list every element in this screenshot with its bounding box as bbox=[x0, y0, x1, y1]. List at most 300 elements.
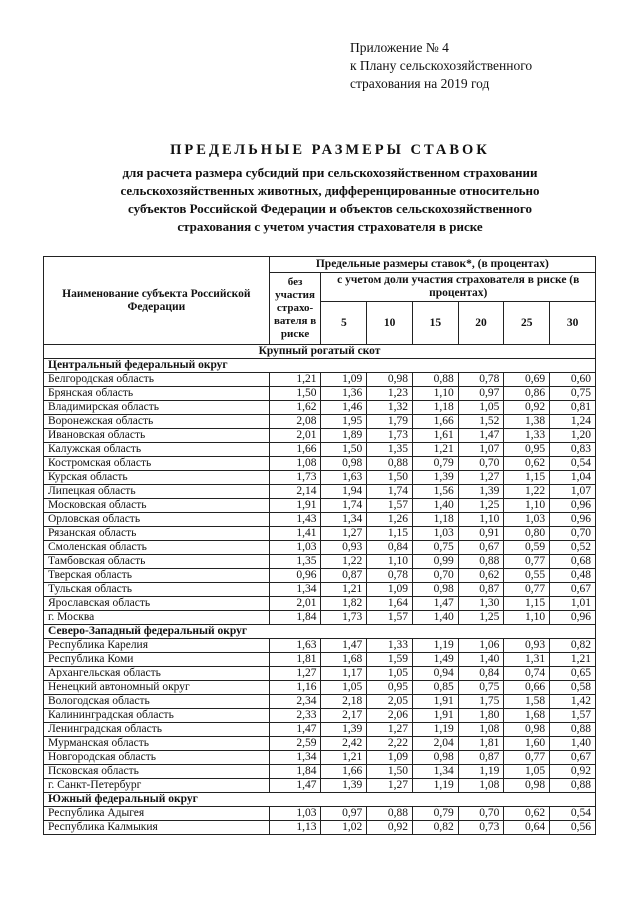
rate-cell: 1,32 bbox=[367, 401, 413, 415]
region-name-cell: Республика Калмыкия bbox=[44, 821, 270, 835]
rate-cell: 0,67 bbox=[550, 751, 596, 765]
rate-cell: 0,54 bbox=[550, 457, 596, 471]
rate-cell: 0,75 bbox=[550, 387, 596, 401]
district-header: Северо-Западный федеральный округ bbox=[44, 625, 596, 639]
rate-cell: 1,56 bbox=[412, 485, 458, 499]
region-name-cell: Мурманская область bbox=[44, 737, 270, 751]
rate-cell: 0,96 bbox=[550, 513, 596, 527]
rate-cell: 1,41 bbox=[269, 527, 321, 541]
rate-cell: 0,87 bbox=[458, 751, 504, 765]
rate-cell: 0,79 bbox=[412, 807, 458, 821]
section-title: Крупный рогатый скот bbox=[44, 345, 596, 359]
rate-cell: 0,67 bbox=[550, 583, 596, 597]
document-subtitle bbox=[50, 164, 610, 236]
region-name-cell: Ярославская область bbox=[44, 597, 270, 611]
rate-cell: 1,47 bbox=[321, 639, 367, 653]
table-row bbox=[44, 597, 596, 611]
rate-cell: 0,92 bbox=[367, 821, 413, 835]
rate-cell: 0,69 bbox=[504, 373, 550, 387]
rate-cell: 1,63 bbox=[321, 471, 367, 485]
table-row bbox=[44, 541, 596, 555]
table-row bbox=[44, 569, 596, 583]
rate-cell: 0,70 bbox=[550, 527, 596, 541]
rate-cell: 1,33 bbox=[504, 429, 550, 443]
rate-cell: 1,03 bbox=[504, 513, 550, 527]
rate-cell: 1,47 bbox=[269, 723, 321, 737]
region-name-cell: Белгородская область bbox=[44, 373, 270, 387]
rate-cell: 1,07 bbox=[550, 485, 596, 499]
rate-cell: 1,15 bbox=[504, 471, 550, 485]
rate-cell: 1,74 bbox=[321, 499, 367, 513]
subtitle-line-2: сельскохозяйственных животных, дифференцированные относительно bbox=[120, 183, 540, 198]
rate-cell: 1,10 bbox=[504, 499, 550, 513]
rate-cell: 1,27 bbox=[367, 779, 413, 793]
table-row bbox=[44, 387, 596, 401]
rate-cell: 0,96 bbox=[550, 611, 596, 625]
rate-cell: 1,10 bbox=[367, 555, 413, 569]
rate-cell: 1,68 bbox=[504, 709, 550, 723]
rate-cell: 0,86 bbox=[504, 387, 550, 401]
rate-cell: 1,81 bbox=[269, 653, 321, 667]
rate-cell: 1,06 bbox=[458, 639, 504, 653]
rate-cell: 0,55 bbox=[504, 569, 550, 583]
rate-cell: 0,87 bbox=[321, 569, 367, 583]
table-row bbox=[44, 639, 596, 653]
table-row bbox=[44, 401, 596, 415]
region-name-cell: Тамбовская область bbox=[44, 555, 270, 569]
rate-cell: 0,88 bbox=[458, 555, 504, 569]
table-row bbox=[44, 765, 596, 779]
rate-cell: 0,94 bbox=[412, 667, 458, 681]
rate-cell: 1,40 bbox=[412, 499, 458, 513]
rate-cell: 0,75 bbox=[412, 541, 458, 555]
rate-cell: 0,98 bbox=[504, 779, 550, 793]
rate-cell: 0,79 bbox=[412, 457, 458, 471]
percent-col-header: 25 bbox=[504, 302, 550, 345]
region-name-cell: Брянская область bbox=[44, 387, 270, 401]
rate-cell: 1,43 bbox=[269, 513, 321, 527]
rate-cell: 0,70 bbox=[412, 569, 458, 583]
rate-cell: 1,39 bbox=[321, 779, 367, 793]
rate-cell: 1,34 bbox=[321, 513, 367, 527]
rate-cell: 1,27 bbox=[458, 471, 504, 485]
rate-cell: 2,01 bbox=[269, 597, 321, 611]
rate-cell: 1,34 bbox=[269, 751, 321, 765]
rate-cell: 1,57 bbox=[550, 709, 596, 723]
region-name-cell: Архангельская область bbox=[44, 667, 270, 681]
percent-col-header: 15 bbox=[412, 302, 458, 345]
rate-cell: 1,42 bbox=[550, 695, 596, 709]
table-row bbox=[44, 583, 596, 597]
rate-cell: 1,08 bbox=[269, 457, 321, 471]
rates-header: Предельные размеры ставок*, (в процентах) bbox=[269, 257, 595, 273]
rate-cell: 1,73 bbox=[269, 471, 321, 485]
table-row bbox=[44, 807, 596, 821]
rate-cell: 1,10 bbox=[458, 513, 504, 527]
rate-cell: 1,05 bbox=[367, 667, 413, 681]
region-name-cell: Республика Коми bbox=[44, 653, 270, 667]
appendix-block bbox=[350, 39, 610, 93]
table-row bbox=[44, 709, 596, 723]
percent-col-header: 10 bbox=[367, 302, 413, 345]
rate-cell: 1,66 bbox=[269, 443, 321, 457]
rate-cell: 1,66 bbox=[412, 415, 458, 429]
table-row bbox=[44, 443, 596, 457]
rate-cell: 1,73 bbox=[367, 429, 413, 443]
rate-cell: 1,21 bbox=[550, 653, 596, 667]
rate-cell: 1,81 bbox=[458, 737, 504, 751]
region-name-cell: Липецкая область bbox=[44, 485, 270, 499]
rate-cell: 1,94 bbox=[321, 485, 367, 499]
rate-cell: 2,34 bbox=[269, 695, 321, 709]
rate-cell: 1,09 bbox=[367, 751, 413, 765]
rate-cell: 1,21 bbox=[321, 583, 367, 597]
rate-cell: 1,89 bbox=[321, 429, 367, 443]
rate-cell: 1,74 bbox=[367, 485, 413, 499]
rate-cell: 1,18 bbox=[412, 513, 458, 527]
table-row bbox=[44, 471, 596, 485]
rate-cell: 1,31 bbox=[504, 653, 550, 667]
rate-cell: 1,04 bbox=[550, 471, 596, 485]
region-name-cell: Калининградская область bbox=[44, 709, 270, 723]
rate-cell: 1,19 bbox=[412, 723, 458, 737]
rate-cell: 1,16 bbox=[269, 681, 321, 695]
rate-cell: 0,98 bbox=[367, 373, 413, 387]
with-participation-header: с учетом доли участия страхователя в риске (в процентах) bbox=[321, 273, 596, 302]
rate-cell: 0,98 bbox=[504, 723, 550, 737]
rate-cell: 0,98 bbox=[412, 751, 458, 765]
rate-cell: 1,03 bbox=[412, 527, 458, 541]
rate-cell: 1,10 bbox=[412, 387, 458, 401]
rate-cell: 1,61 bbox=[412, 429, 458, 443]
table-row bbox=[44, 821, 596, 835]
region-name-cell: Смоленская область bbox=[44, 541, 270, 555]
rate-cell: 1,84 bbox=[269, 611, 321, 625]
rate-cell: 1,68 bbox=[321, 653, 367, 667]
percent-col-header: 20 bbox=[458, 302, 504, 345]
rate-cell: 1,35 bbox=[269, 555, 321, 569]
rate-cell: 1,21 bbox=[321, 751, 367, 765]
table-row bbox=[44, 681, 596, 695]
rate-cell: 0,77 bbox=[504, 583, 550, 597]
district-header: Южный федеральный округ bbox=[44, 793, 596, 807]
rate-cell: 1,05 bbox=[321, 681, 367, 695]
rate-cell: 0,81 bbox=[550, 401, 596, 415]
rate-cell: 2,04 bbox=[412, 737, 458, 751]
rate-cell: 1,39 bbox=[321, 723, 367, 737]
rate-cell: 1,21 bbox=[412, 443, 458, 457]
rate-cell: 0,78 bbox=[367, 569, 413, 583]
rate-cell: 1,19 bbox=[412, 639, 458, 653]
table-row bbox=[44, 373, 596, 387]
rate-cell: 0,59 bbox=[504, 541, 550, 555]
rate-cell: 1,39 bbox=[458, 485, 504, 499]
document-title: ПРЕДЕЛЬНЫЕ РАЗМЕРЫ СТАВОК bbox=[170, 142, 490, 158]
subtitle-line-3: субъектов Российской Федерации и объектов сельскохозяйственного bbox=[128, 201, 532, 216]
table-row bbox=[44, 415, 596, 429]
rate-cell: 1,05 bbox=[458, 401, 504, 415]
rate-cell: 2,05 bbox=[367, 695, 413, 709]
rate-cell: 0,97 bbox=[321, 807, 367, 821]
rate-cell: 0,66 bbox=[504, 681, 550, 695]
rate-cell: 1,50 bbox=[321, 443, 367, 457]
region-name-cell: Ленинградская область bbox=[44, 723, 270, 737]
percent-col-header: 30 bbox=[550, 302, 596, 345]
rate-cell: 1,40 bbox=[550, 737, 596, 751]
rate-cell: 1,10 bbox=[504, 611, 550, 625]
rate-cell: 1,27 bbox=[367, 723, 413, 737]
rate-cell: 0,65 bbox=[550, 667, 596, 681]
rate-cell: 1,91 bbox=[412, 709, 458, 723]
region-name-cell: Ненецкий автономный округ bbox=[44, 681, 270, 695]
rate-cell: 1,40 bbox=[412, 611, 458, 625]
rate-cell: 1,80 bbox=[458, 709, 504, 723]
rate-cell: 0,80 bbox=[504, 527, 550, 541]
rate-cell: 1,09 bbox=[367, 583, 413, 597]
region-name-cell: Тверская область bbox=[44, 569, 270, 583]
rate-cell: 0,87 bbox=[458, 583, 504, 597]
rate-cell: 0,88 bbox=[550, 723, 596, 737]
rate-cell: 1,20 bbox=[550, 429, 596, 443]
rate-cell: 1,24 bbox=[550, 415, 596, 429]
table-row bbox=[44, 751, 596, 765]
region-name-cell: Московская область bbox=[44, 499, 270, 513]
appendix-line-1: Приложение № 4 bbox=[350, 40, 449, 55]
rate-cell: 1,27 bbox=[269, 667, 321, 681]
percent-col-header: 5 bbox=[321, 302, 367, 345]
rate-cell: 0,92 bbox=[550, 765, 596, 779]
rate-cell: 1,13 bbox=[269, 821, 321, 835]
region-name-cell: Рязанская область bbox=[44, 527, 270, 541]
rate-cell: 1,47 bbox=[412, 597, 458, 611]
rate-cell: 1,18 bbox=[412, 401, 458, 415]
rate-cell: 1,62 bbox=[269, 401, 321, 415]
rate-cell: 1,46 bbox=[321, 401, 367, 415]
rate-cell: 1,08 bbox=[458, 723, 504, 737]
rate-cell: 1,17 bbox=[321, 667, 367, 681]
region-name-cell: Новгородская область bbox=[44, 751, 270, 765]
rate-cell: 0,92 bbox=[504, 401, 550, 415]
rate-cell: 1,50 bbox=[269, 387, 321, 401]
rate-cell: 1,03 bbox=[269, 541, 321, 555]
rate-cell: 0,98 bbox=[412, 583, 458, 597]
rate-cell: 0,88 bbox=[367, 807, 413, 821]
region-name-cell: Калужская область bbox=[44, 443, 270, 457]
rate-cell: 2,33 bbox=[269, 709, 321, 723]
table-row bbox=[44, 499, 596, 513]
rate-cell: 1,60 bbox=[504, 737, 550, 751]
rate-cell: 0,78 bbox=[458, 373, 504, 387]
rate-cell: 1,15 bbox=[504, 597, 550, 611]
region-name-cell: Тульская область bbox=[44, 583, 270, 597]
rate-cell: 0,96 bbox=[550, 499, 596, 513]
table-row bbox=[44, 723, 596, 737]
rate-cell: 1,22 bbox=[504, 485, 550, 499]
rate-cell: 1,03 bbox=[269, 807, 321, 821]
subtitle-line-1: для расчета размера субсидий при сельскохозяйственном страховании bbox=[122, 165, 538, 180]
rate-cell: 0,82 bbox=[412, 821, 458, 835]
rate-cell: 2,59 bbox=[269, 737, 321, 751]
rate-cell: 0,62 bbox=[504, 457, 550, 471]
rate-cell: 1,34 bbox=[412, 765, 458, 779]
rate-cell: 0,54 bbox=[550, 807, 596, 821]
rate-cell: 0,77 bbox=[504, 751, 550, 765]
rate-cell: 0,52 bbox=[550, 541, 596, 555]
table-row bbox=[44, 695, 596, 709]
rate-cell: 0,96 bbox=[269, 569, 321, 583]
subtitle-line-4: страхования с учетом участия страхователя в риске bbox=[177, 219, 483, 234]
rate-cell: 1,08 bbox=[458, 779, 504, 793]
appendix-line-2: к Плану сельскохозяйственного bbox=[350, 58, 533, 73]
rate-cell: 2,42 bbox=[321, 737, 367, 751]
rate-cell: 0,99 bbox=[412, 555, 458, 569]
rate-cell: 1,19 bbox=[412, 779, 458, 793]
region-name-cell: Воронежская область bbox=[44, 415, 270, 429]
rate-cell: 1,84 bbox=[269, 765, 321, 779]
rate-cell: 0,68 bbox=[550, 555, 596, 569]
rate-cell: 0,95 bbox=[367, 681, 413, 695]
rate-cell: 1,91 bbox=[412, 695, 458, 709]
rate-cell: 1,91 bbox=[269, 499, 321, 513]
rate-cell: 0,70 bbox=[458, 457, 504, 471]
table-row bbox=[44, 485, 596, 499]
rate-cell: 0,82 bbox=[550, 639, 596, 653]
region-name-cell: Костромская область bbox=[44, 457, 270, 471]
region-name-cell: Ивановская область bbox=[44, 429, 270, 443]
rate-cell: 1,66 bbox=[321, 765, 367, 779]
rate-cell: 1,21 bbox=[269, 373, 321, 387]
region-name-cell: Орловская область bbox=[44, 513, 270, 527]
rate-cell: 1,25 bbox=[458, 499, 504, 513]
rates-table bbox=[43, 256, 596, 835]
table-row bbox=[44, 653, 596, 667]
rate-cell: 0,56 bbox=[550, 821, 596, 835]
rate-cell: 1,73 bbox=[321, 611, 367, 625]
no-participation-header: без участия страхо-вателя в риске bbox=[269, 273, 321, 345]
rate-cell: 0,84 bbox=[458, 667, 504, 681]
rate-cell: 1,49 bbox=[412, 653, 458, 667]
rate-cell: 0,93 bbox=[321, 541, 367, 555]
rate-cell: 0,88 bbox=[367, 457, 413, 471]
table-row bbox=[44, 667, 596, 681]
rate-cell: 0,60 bbox=[550, 373, 596, 387]
rate-cell: 2,01 bbox=[269, 429, 321, 443]
region-name-cell: г. Санкт-Петербург bbox=[44, 779, 270, 793]
appendix-line-3: страхования на 2019 год bbox=[350, 76, 490, 91]
table-row bbox=[44, 457, 596, 471]
table-row bbox=[44, 611, 596, 625]
rate-cell: 1,47 bbox=[458, 429, 504, 443]
table-row bbox=[44, 737, 596, 751]
rate-cell: 2,22 bbox=[367, 737, 413, 751]
rate-cell: 0,70 bbox=[458, 807, 504, 821]
rate-cell: 1,75 bbox=[458, 695, 504, 709]
rate-cell: 1,58 bbox=[504, 695, 550, 709]
rate-cell: 0,62 bbox=[504, 807, 550, 821]
rate-cell: 0,88 bbox=[550, 779, 596, 793]
region-name-header: Наименование субъекта Российской Федерации bbox=[44, 257, 270, 345]
rate-cell: 0,73 bbox=[458, 821, 504, 835]
rate-cell: 0,84 bbox=[367, 541, 413, 555]
rate-cell: 1,63 bbox=[269, 639, 321, 653]
rate-cell: 0,58 bbox=[550, 681, 596, 695]
rate-cell: 1,59 bbox=[367, 653, 413, 667]
table-row bbox=[44, 429, 596, 443]
rate-cell: 1,50 bbox=[367, 471, 413, 485]
rate-cell: 1,95 bbox=[321, 415, 367, 429]
rate-cell: 1,30 bbox=[458, 597, 504, 611]
rate-cell: 0,75 bbox=[458, 681, 504, 695]
region-name-cell: Псковская область bbox=[44, 765, 270, 779]
region-name-cell: Владимирская область bbox=[44, 401, 270, 415]
rate-cell: 0,93 bbox=[504, 639, 550, 653]
rate-cell: 1,09 bbox=[321, 373, 367, 387]
rate-cell: 0,77 bbox=[504, 555, 550, 569]
table-row bbox=[44, 555, 596, 569]
rate-cell: 1,05 bbox=[504, 765, 550, 779]
rate-cell: 1,82 bbox=[321, 597, 367, 611]
rate-cell: 1,35 bbox=[367, 443, 413, 457]
rate-cell: 1,36 bbox=[321, 387, 367, 401]
rates-body bbox=[44, 345, 596, 835]
region-name-cell: Республика Адыгея bbox=[44, 807, 270, 821]
rate-cell: 1,39 bbox=[412, 471, 458, 485]
rate-cell: 2,18 bbox=[321, 695, 367, 709]
rate-cell: 0,95 bbox=[504, 443, 550, 457]
table-row bbox=[44, 779, 596, 793]
region-name-cell: Курская область bbox=[44, 471, 270, 485]
rate-cell: 1,22 bbox=[321, 555, 367, 569]
rate-cell: 1,79 bbox=[367, 415, 413, 429]
rate-cell: 1,64 bbox=[367, 597, 413, 611]
rate-cell: 0,85 bbox=[412, 681, 458, 695]
rate-cell: 1,57 bbox=[367, 499, 413, 513]
rate-cell: 1,47 bbox=[269, 779, 321, 793]
rate-cell: 1,38 bbox=[504, 415, 550, 429]
rate-cell: 2,17 bbox=[321, 709, 367, 723]
rate-cell: 1,52 bbox=[458, 415, 504, 429]
rate-cell: 1,02 bbox=[321, 821, 367, 835]
rate-cell: 1,01 bbox=[550, 597, 596, 611]
rate-cell: 1,19 bbox=[458, 765, 504, 779]
rate-cell: 1,50 bbox=[367, 765, 413, 779]
rate-cell: 0,88 bbox=[412, 373, 458, 387]
rate-cell: 1,23 bbox=[367, 387, 413, 401]
rate-cell: 1,57 bbox=[367, 611, 413, 625]
rate-cell: 0,83 bbox=[550, 443, 596, 457]
rate-cell: 1,40 bbox=[458, 653, 504, 667]
rate-cell: 0,97 bbox=[458, 387, 504, 401]
rate-cell: 0,74 bbox=[504, 667, 550, 681]
table-row bbox=[44, 527, 596, 541]
district-header: Центральный федеральный округ bbox=[44, 359, 596, 373]
rate-cell: 0,48 bbox=[550, 569, 596, 583]
rate-cell: 2,06 bbox=[367, 709, 413, 723]
table-row bbox=[44, 513, 596, 527]
region-name-cell: Республика Карелия bbox=[44, 639, 270, 653]
rate-cell: 2,08 bbox=[269, 415, 321, 429]
rate-cell: 0,98 bbox=[321, 457, 367, 471]
rate-cell: 1,15 bbox=[367, 527, 413, 541]
rate-cell: 0,64 bbox=[504, 821, 550, 835]
region-name-cell: Вологодская область bbox=[44, 695, 270, 709]
rate-cell: 0,91 bbox=[458, 527, 504, 541]
rate-cell: 2,14 bbox=[269, 485, 321, 499]
rate-cell: 1,34 bbox=[269, 583, 321, 597]
rate-cell: 1,33 bbox=[367, 639, 413, 653]
rate-cell: 1,07 bbox=[458, 443, 504, 457]
rate-cell: 1,26 bbox=[367, 513, 413, 527]
